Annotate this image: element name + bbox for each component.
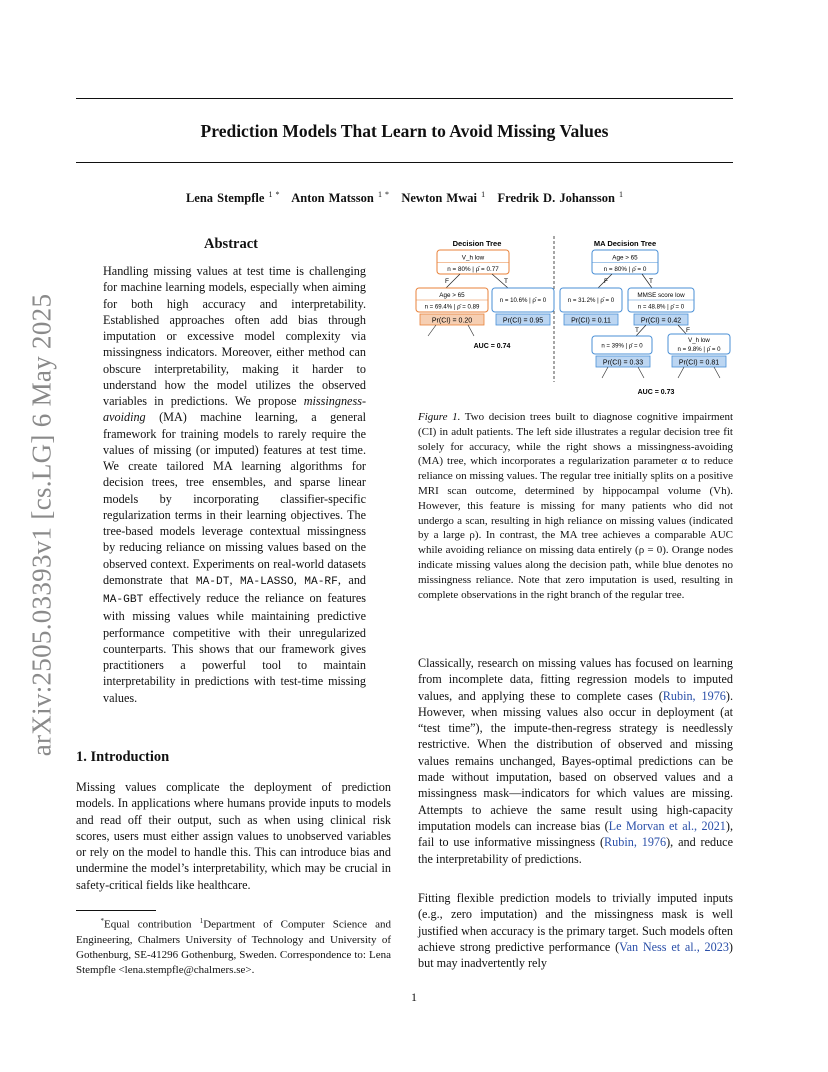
arxiv-sidebar — [28, 290, 56, 760]
right-mmse-stat: n = 48.8% | ρ̄ = 0 — [637, 303, 685, 311]
arxiv-id: arXiv:2505.03393v1 [cs.LG] 6 May 2025 — [26, 293, 57, 757]
footnote-affiliation: Department of Computer Science and Engineering, Chalmers University of Technology and University of Gothenburg, SE-41296 Gothenburg, Sweden. Correspondence to: Lena Stempfle <lena.stempfle@chalmers.se>. — [76, 918, 392, 976]
left-right-pr: Pr(CI) = 0.95 — [502, 317, 544, 325]
edge — [468, 325, 474, 336]
right-ll-pr: Pr(CI) = 0.33 — [602, 359, 644, 367]
right-vh-stat: n = 9.8% | ρ̄ = 0 — [677, 346, 721, 353]
body-text-part: ), and reduce the interpretability of predictions. — [418, 835, 734, 866]
footnote-mark: 1 — [199, 917, 204, 925]
citation-link[interactable]: Rubin, 1976 — [662, 688, 726, 703]
right-auc: AUC = 0.73 — [637, 389, 675, 396]
author-affiliation-mark: 1 * — [268, 190, 280, 199]
author-affiliation-mark: 1 — [619, 190, 624, 199]
edge-label-false: F — [604, 278, 608, 285]
right-vh-pr: Pr(CI) = 0.81 — [678, 359, 720, 367]
top-rule — [76, 98, 733, 99]
figure-decision-trees — [412, 232, 742, 402]
intro-paragraph: Missing values complicate the deployment of prediction models. In applications where humans provide inputs to models and read off their output, such as when using clinical risk scores, users must either assign values to unobserved variables or rely on the model to handle this. This can introduce bias and undermine the model’s interpretability, which may be crucial in safety-critical fields like healthcare. — [76, 780, 391, 892]
author-name: Fredrik D. Johansson — [497, 191, 615, 206]
author-list — [76, 190, 733, 206]
body-text-part: ). However, when missing values also occur in deployment (at “test time”), the impute-then-regress strategy is needlessly restrictive. When the distribution of observed and missing values remains unchanged, Bayes-optimal predictions can be made without imputation, based on observed values and a missingness mask—indicators for which values are missing. Attempts to achieve the same result using high-capacity imputation models can increase bias ( — [418, 688, 733, 833]
body-text-part: Classically, research on missing values has focused on learning from incomplete data, fitting regression models to imputed values, and applying these to complete cases ( — [418, 656, 733, 703]
author-affiliation-mark: 1 * — [377, 190, 389, 199]
caption-text: Two decision trees built to diagnose cognitive impairment (CI) in adult patients. The left side illustrates a regular decision tree fit solely for accuracy, while the right shows a missingness-avoiding (MA) tree, which incorporates a regularization parameter α to reduce reliance on missing values. The regular tree initially splits on a positive MRI scan outcome, determined by hippocampal volume (Vh). However, this feature is missing for many patients who did not undergo a scan, resulting in high reliance on missing values (indicated by a large ρ). In contrast, the MA tree achieves a comparable AUC while avoiding reliance on missing data entirely (ρ = 0). Orange nodes indicate missing values along the decision path, while blue denotes no missingness reliance. Note that zero imputation is used, resulting in complete observations in the right branch of the regular tree. — [418, 411, 734, 601]
right-root-label: Age > 65 — [612, 254, 638, 262]
abstract-heading: Abstract — [204, 236, 258, 252]
left-age-stat: n = 69.4% | ρ̄ = 0.89 — [424, 303, 480, 311]
abstract-text-part: effectively reduce the reliance on features with missing values while maintaining predictive performance competitive with their unregularized counterparts. This shows that our framework gives practitioners a powerful tool to maintain interpretability in predictions with test-time missing values. — [103, 591, 366, 705]
author-name: Newton Mwai — [401, 191, 477, 206]
right-vh-label: V_h low — [688, 337, 710, 344]
abstract-term: missingness-avoiding — [103, 394, 366, 425]
abstract-text: Handling missing values at test time is challenging for machine learning models, especially when aiming for both high accuracy and interpretability. Established approaches often add bias through imputation or excessive model complexity via missingness indicators. Moreover, either method can obscure interpretability, making it harder to understand how the model utilizes the observed variables in predictions. We propose missingness-avoiding (MA) machine learning, a general framework for training models to rarely require the values of missing (or imputed) features at test time. We create tailored MA learning algorithms for decision trees, tree ensembles, and sparse linear models by incorporating classifier-specific regularization terms in their learning objectives. The tree-based models leverage contextual missingness by reducing reliance on missing values based on the observed context. Experiments on real-world datasets demonstrate that MA-DT, MA-LASSO, MA-RF, and MA-GBT effectively reduce the reliance on features with missing values while maintaining predictive performance competitive with their unregularized counterparts. This shows that our framework gives practitioners a powerful tool to maintain interpretability in predictions with test-time missing values. — [103, 264, 367, 705]
left-root-stat: n = 80% | ρ̄ = 0.77 — [447, 266, 499, 273]
abstract-text-part: (MA) machine learning, a general framework for training models to rarely require the values of missing (or imputed) features at test time. We create tailored MA learning algorithms for decision trees, tree ensembles, and sparse linear models by incorporating classifier-specific regularization terms in their learning objectives. The tree-based models leverage contextual missingness by reducing reliance on missing values based on the observed context. Experiments on real-world datasets demonstrate that — [103, 410, 366, 587]
left-auc: AUC = 0.74 — [473, 343, 511, 350]
right-root-stat: n = 80% | ρ̄ = 0 — [603, 266, 647, 273]
model-name: MA-GBT — [103, 594, 144, 606]
right-mmse-pr: Pr(CI) = 0.42 — [640, 317, 682, 325]
right-mmse-label: MMSE score low — [637, 292, 685, 299]
figure-caption — [418, 410, 733, 602]
body-paragraph — [418, 890, 733, 971]
left-age-pr: Pr(CI) = 0.20 — [431, 317, 473, 325]
edge-label-true: T — [504, 278, 508, 285]
author-affiliation-mark: 1 — [481, 190, 486, 199]
author-name: Lena Stempfle — [185, 191, 265, 206]
figure-left-title: Decision Tree — [452, 239, 502, 248]
edge — [714, 367, 720, 378]
page-number: 1 — [411, 990, 417, 1004]
left-age-label: Age > 65 — [439, 292, 465, 299]
right-left-stat: n = 31.2% | ρ̄ = 0 — [567, 297, 615, 304]
figure-right-title: MA Decision Tree — [593, 239, 657, 248]
body-text-part: ), fail to use informative missingness ( — [418, 818, 733, 850]
abstract-text-part: Handling missing values at test time is challenging for machine learning models, especially when aiming for both high accuracy and interpretability. Established approaches often add bias through imputation or excessive model complexity via missingness indicators. Moreover, either method can obscure interpretability, making it harder to understand how the model utilizes the observed variables in predictions. We propose — [103, 264, 366, 408]
body-paragraph — [418, 655, 733, 867]
caption-label: Figure 1. — [418, 411, 461, 423]
edge-label-false: F — [686, 327, 690, 334]
edge-label-true: T — [649, 278, 653, 285]
left-root-label: V_h low — [461, 254, 485, 262]
citation-link[interactable]: Rubin, 1976 — [604, 835, 667, 850]
left-right-stat: n = 10.6% | ρ̄ = 0 — [499, 297, 547, 304]
footnote — [76, 914, 391, 978]
right-ll-stat: n = 39% | ρ̄ = 0 — [601, 342, 643, 350]
footnote-mark: * — [100, 917, 104, 925]
model-name: MA-LASSO — [240, 575, 294, 588]
section-heading-introduction: 1. Introduction — [76, 749, 170, 765]
paper-title: Prediction Models That Learn to Avoid Missing Values — [200, 121, 609, 141]
edge — [602, 367, 608, 378]
footnote-rule — [76, 910, 156, 911]
right-left-pr: Pr(CI) = 0.11 — [571, 317, 611, 325]
footnote-equal: Equal contribution — [103, 918, 200, 931]
edge — [638, 367, 644, 378]
abstract-text-part: and — [348, 572, 367, 587]
model-name: MA-DT — [195, 575, 230, 588]
body-text-part: Fitting flexible prediction models to trivially imputed inputs (e.g., zero imputation) and the missingness mask is well justified when accuracy is the primary target. Such models often achieve strong predictive performance ( — [418, 891, 733, 954]
edge — [428, 325, 436, 336]
model-name: MA-RF — [304, 575, 338, 588]
edge-label-true: T — [635, 327, 639, 334]
author-name: Anton Matsson — [291, 191, 374, 206]
edge-label-false: F — [445, 278, 449, 285]
title-rule — [76, 162, 733, 163]
citation-link[interactable]: Van Ness et al., 2023 — [619, 939, 729, 954]
citation-link[interactable]: Le Morvan et al., 2021 — [608, 818, 726, 833]
edge — [678, 367, 684, 378]
body-text-part: ) but may inadvertently rely — [418, 939, 733, 971]
